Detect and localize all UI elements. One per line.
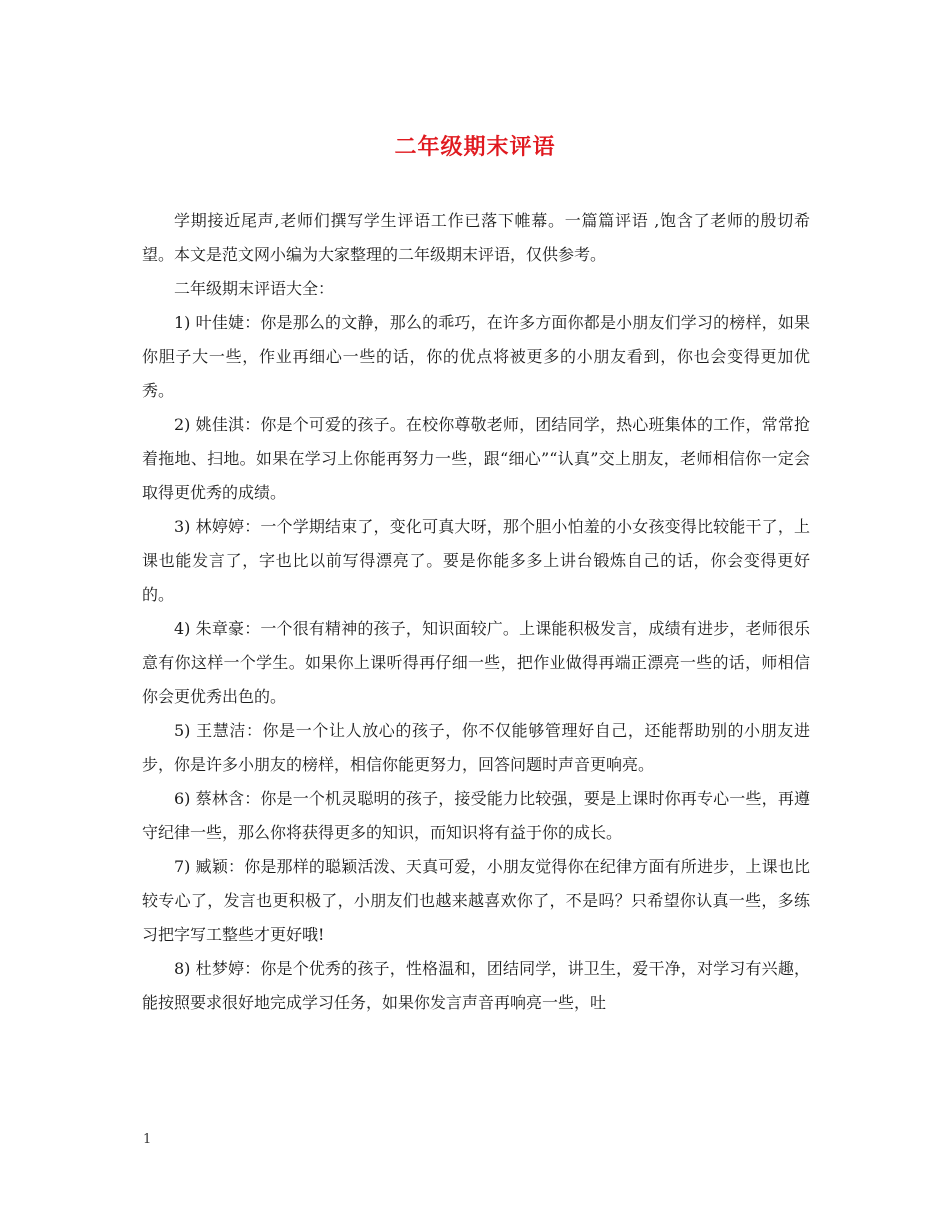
- comment-paragraph: 7) 臧颖：你是那样的聪颖活泼、天真可爱，小朋友觉得你在纪律方面有所进步，上课也比较专心了，发言也更积极了，小朋友们也越来越喜欢你了，不是吗？只希望你认真一些，多练习把字写工整些才更好哦!: [142, 857, 810, 944]
- comment-paragraph: 6) 蔡林含：你是一个机灵聪明的孩子，接受能力比较强，要是上课时你再专心一些，再遵守纪律一些，那么你将获得更多的知识，而知识将有益于你的成长。: [142, 789, 810, 842]
- document-title: 二年级期末评语: [394, 134, 556, 160]
- comment-paragraph: 5) 王慧洁：你是一个让人放心的孩子，你不仅能够管理好自己，还能帮助别的小朋友进步，你是许多小朋友的榜样，相信你能更努力，回答问题时声音更响亮。: [142, 721, 810, 774]
- comment-paragraph: 2) 姚佳淇：你是个可爱的孩子。在校你尊敬老师，团结同学，热心班集体的工作，常常抢着拖地、扫地。如果在学习上你能再努力一些，跟“细心”“认真”交上朋友，老师相信你一定会取得更优秀的成绩。: [142, 415, 810, 502]
- document-body: [142, 204, 810, 1020]
- intro-paragraph: 学期接近尾声,老师们撰写学生评语工作已落下帷幕。一篇篇评语 ,饱含了老师的殷切希望。本文是范文网小编为大家整理的二年级期末评语，仅供参考。: [142, 211, 810, 264]
- comment-paragraph: 8) 杜梦婷：你是个优秀的孩子，性格温和，团结同学，讲卫生，爱干净，对学习有兴趣，能按照要求很好地完成学习任务，如果你发言声音再响亮一些，吐: [142, 959, 810, 1012]
- comment-paragraph: 3) 林婷婷：一个学期结束了，变化可真大呀，那个胆小怕羞的小女孩变得比较能干了，上课也能发言了，字也比以前写得漂亮了。要是你能多多上讲台锻炼自己的话，你会变得更好的。: [142, 517, 810, 604]
- comment-paragraph: 1) 叶佳婕：你是那么的文静，那么的乖巧，在许多方面你都是小朋友们学习的榜样，如果你胆子大一些，作业再细心一些的话，你的优点将被更多的小朋友看到，你也会变得更加优秀。: [142, 313, 810, 400]
- section-heading: 二年级期末评语大全：: [174, 279, 335, 298]
- comment-paragraph: 4) 朱章豪：一个很有精神的孩子，知识面较广。上课能积极发言，成绩有进步，老师很乐意有你这样一个学生。如果你上课听得再仔细一些，把作业做得再端正漂亮一些的话，师相信你会更优秀出色的。: [142, 619, 810, 706]
- page-number: 1: [143, 1132, 152, 1147]
